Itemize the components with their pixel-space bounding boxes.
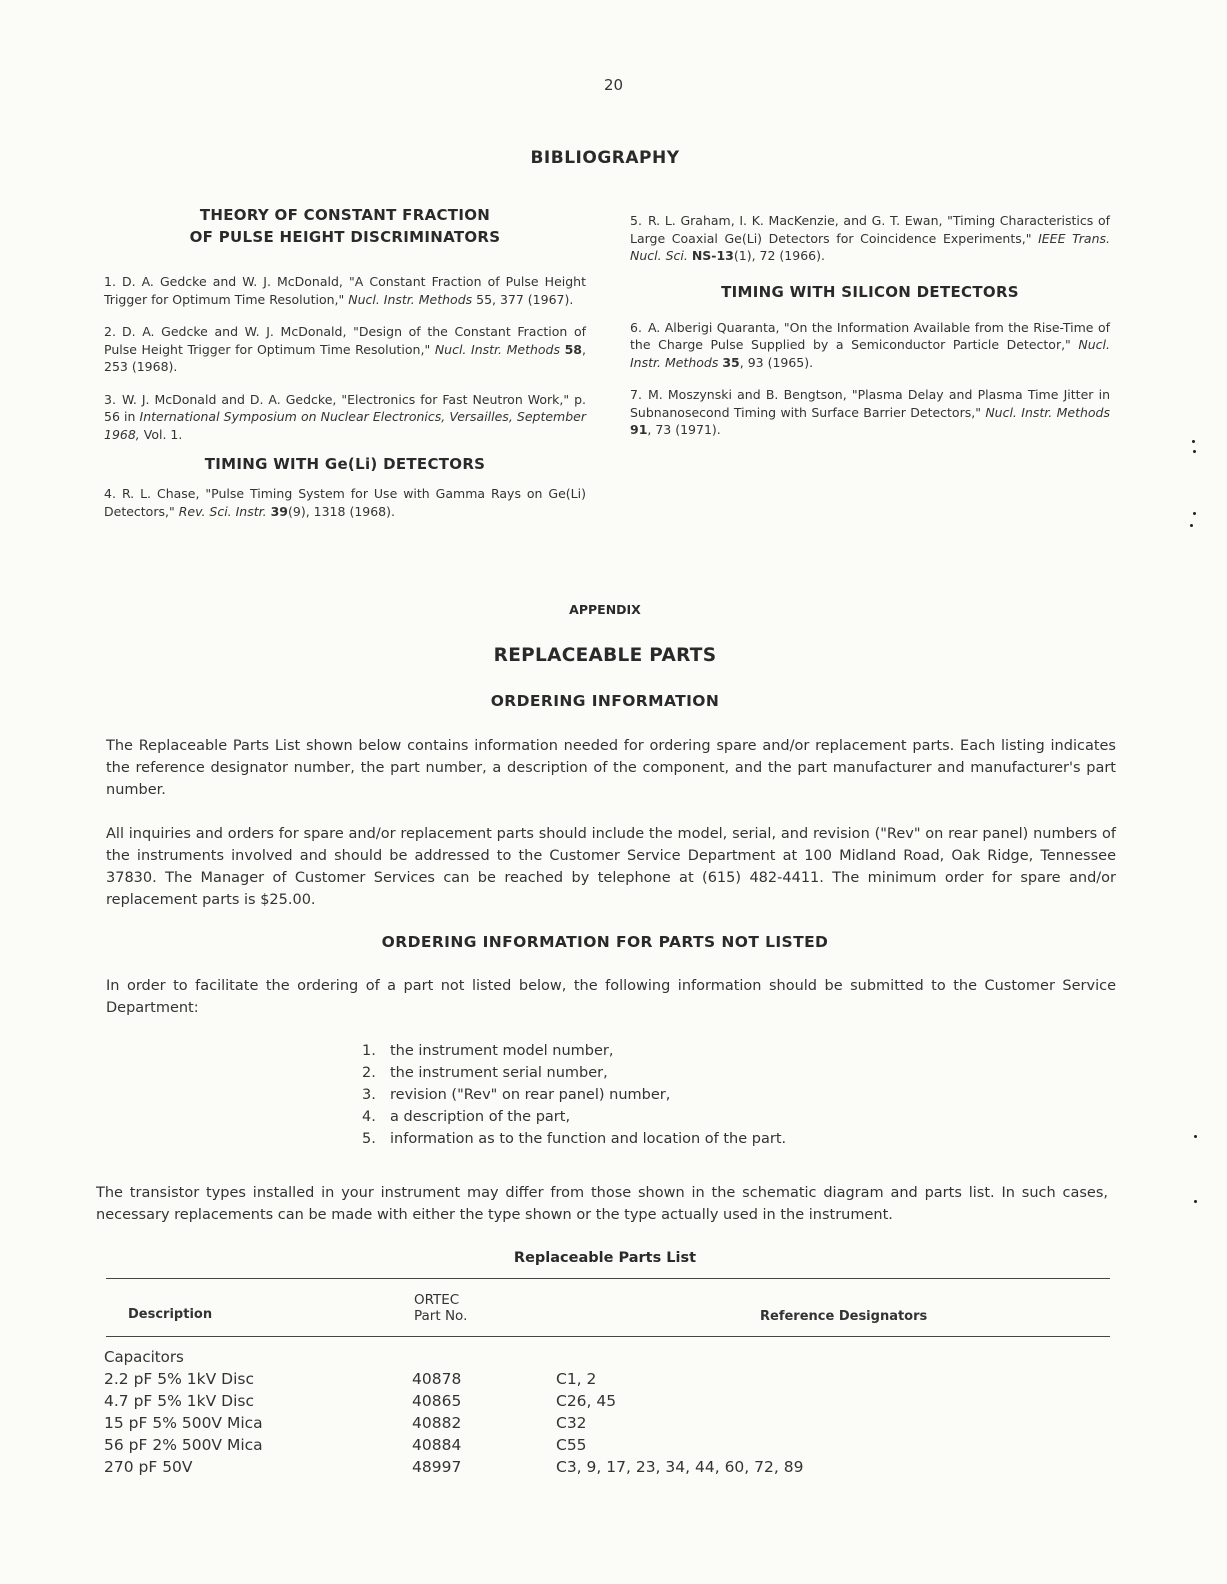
list-item: 4. a description of the part,: [362, 1109, 571, 1125]
table-header-rule: [106, 1336, 1110, 1337]
list-item: 3. revision ("Rev" on rear panel) number,: [362, 1087, 671, 1103]
list-item: 5. information as to the function and location of the part.: [362, 1131, 787, 1147]
scan-speck: [1194, 1200, 1197, 1203]
scan-speck: [1193, 512, 1196, 515]
paragraph-not-listed: In order to facilitate the ordering of a part not listed below, the following information should be submitted to the Customer Service Department:: [106, 978, 1116, 1016]
scan-speck: [1193, 450, 1196, 453]
paragraph-parts-list-info: The Replaceable Parts List shown below contains information needed for ordering spare and/or replacement parts. Each listing indicates the reference designator number, the part number, a description of the component, and the part manufacturer and manufacturer's part number.: [106, 738, 1116, 798]
bibliography-right-column: [630, 212, 1110, 439]
reference-3: 3. W. J. McDonald and D. A. Gedcke, "Electronics for Fast Neutron Work," p. 56 in International Symposium on Nuclear Electronics, Versailles, September 1968, Vol. 1.: [104, 391, 587, 442]
header-part-no: ORTEC Part No.: [414, 1292, 468, 1324]
scan-speck: [1190, 524, 1193, 527]
ordering-information-title: ORDERING INFORMATION: [490, 692, 720, 710]
page-number: 20: [603, 76, 624, 94]
paragraph-inquiries: All inquiries and orders for spare and/or replacement parts should include the model, serial, and revision ("Rev" on rear panel) numbers of the instruments involved and should be addressed to the Customer Service Department at 100 Midland Road, Oak Ridge, Tennessee 37830. The Manager of Customer Services can be reached by telephone at (615) 482-4411. The minimum order for spare and/or replacement parts is $25.00.: [106, 826, 1116, 908]
scan-speck: [1192, 440, 1195, 443]
section-heading-silicon: TIMING WITH SILICON DETECTORS: [721, 282, 1019, 301]
section-heading-theory: THEORY OF CONSTANT FRACTION OF PULSE HEIGHT DISCRIMINATORS: [189, 206, 501, 246]
replaceable-parts-title: REPLACEABLE PARTS: [493, 645, 717, 666]
section-heading-geli: TIMING WITH Ge(Li) DETECTORS: [204, 455, 486, 473]
header-reference-designators: Reference Designators: [760, 1309, 928, 1324]
bibliography-left-column: [104, 204, 586, 520]
paragraph-transistor-types: The transistor types installed in your instrument may differ from those shown in the schematic diagram and parts list. In such cases, necessary replacements can be made with either the type shown or the type actually used in the instrument.: [96, 1185, 1108, 1223]
appendix-label: APPENDIX: [569, 602, 641, 617]
reference-2: 2. D. A. Gedcke and W. J. McDonald, "Design of the Constant Fraction of Pulse Height Trigger for Optimum Time Resolution," Nucl. Instr. Methods 58, 253 (1968).: [104, 324, 586, 374]
list-item: 2. the instrument serial number,: [362, 1065, 608, 1081]
table-row: 15 pF 5% 500V Mica 40882 C32: [104, 1414, 587, 1432]
required-info-list: [362, 1040, 962, 1150]
table-row: 4.7 pF 5% 1kV Disc 40865 C26, 45: [104, 1392, 617, 1410]
table-row: 2.2 pF 5% 1kV Disc 40878 C1, 2: [104, 1370, 597, 1388]
reference-1: 1. D. A. Gedcke and W. J. McDonald, "A Constant Fraction of Pulse Height Trigger for Optimum Time Resolution," Nucl. Instr. Methods 55, 377 (1967).: [104, 274, 586, 307]
category-capacitors: Capacitors: [104, 1348, 184, 1366]
table-row: 56 pF 2% 500V Mica 40884 C55: [104, 1436, 587, 1454]
ordering-not-listed-title: ORDERING INFORMATION FOR PARTS NOT LISTED: [381, 933, 829, 951]
reference-6: 6. A. Alberigi Quaranta, "On the Information Available from the Rise-Time of the Charge Pulse Supplied by a Semiconductor Particle Detector," Nucl. Instr. Methods 35, 93 (1965).: [630, 319, 1110, 370]
table-row: 270 pF 50V 48997 C3, 9, 17, 23, 34, 44, 60, 72, 89: [104, 1458, 804, 1476]
header-description: Description: [128, 1307, 213, 1322]
scan-speck: [1194, 1135, 1197, 1138]
reference-7: 7. M. Moszynski and B. Bengtson, "Plasma Delay and Plasma Time Jitter in Subnanosecond Timing with Surface Barrier Detectors," Nucl. Instr. Methods 91, 73 (1971).: [630, 387, 1110, 437]
table-top-rule: [106, 1278, 1110, 1279]
reference-5: 5. R. L. Graham, I. K. MacKenzie, and G. T. Ewan, "Timing Characteristics of Large Coaxial Ge(Li) Detectors for Coincidence Experiments," IEEE Trans. Nucl. Sci. NS-13(1), 72 (1966).: [630, 213, 1110, 263]
table-caption: Replaceable Parts List: [513, 1250, 697, 1266]
list-item: 1. the instrument model number,: [362, 1043, 614, 1059]
reference-4: 4. R. L. Chase, "Pulse Timing System for Use with Gamma Rays on Ge(Li) Detectors," Rev. Sci. Instr. 39(9), 1318 (1968).: [104, 486, 586, 519]
bibliography-title: BIBLIOGRAPHY: [530, 148, 680, 168]
